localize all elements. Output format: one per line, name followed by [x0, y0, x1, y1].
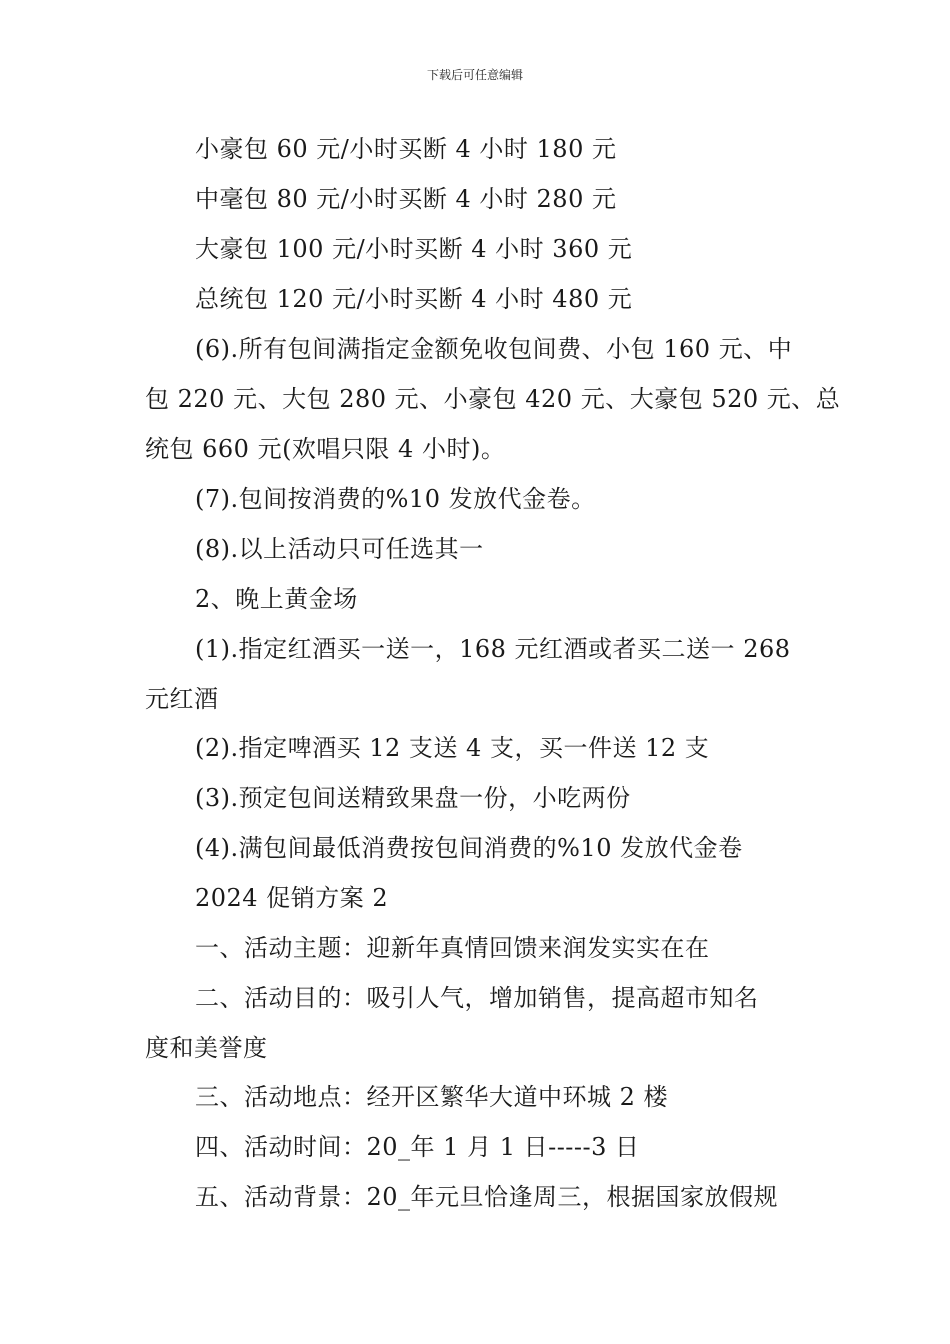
text-line: 总统包 120 元/小时买断 4 小时 480 元 [195, 285, 633, 313]
text-line: 一、活动主题：迎新年真情回馈来润发实实在在 [195, 934, 710, 962]
text-line: 五、活动背景：20_年元旦恰逢周三，根据国家放假规 [195, 1183, 779, 1211]
text-line: (8).以上活动只可任选其一 [195, 535, 484, 563]
section-heading: 2、晚上黄金场 [195, 585, 358, 613]
document-title: 2024 促销方案 2 [195, 884, 389, 912]
text-line: 二、活动目的：吸引人气，增加销售，提高超市知名 [195, 984, 759, 1012]
text-line: 三、活动地点：经开区繁华大道中环城 2 楼 [195, 1083, 669, 1111]
page-header-note: 下载后可任意编辑 [426, 68, 523, 82]
text-line: (2).指定啤酒买 12 支送 4 支，买一件送 12 支 [195, 734, 710, 762]
text-line: (3).预定包间送精致果盘一份，小吃两份 [195, 784, 631, 812]
text-line: (6).所有包间满指定金额免收包间费、小包 160 元、中 [195, 335, 793, 363]
text-line: 中毫包 80 元/小时买断 4 小时 280 元 [195, 185, 617, 213]
text-line: (4).满包间最低消费按包间消费的%10 发放代金卷 [195, 834, 743, 862]
text-line: (7).包间按消费的%10 发放代金卷。 [195, 485, 596, 513]
text-line: 度和美誉度 [145, 1034, 268, 1062]
text-line: 元红酒 [145, 685, 219, 713]
text-line: 统包 660 元(欢唱只限 4 小时)。 [145, 435, 506, 463]
text-line: 大豪包 100 元/小时买断 4 小时 360 元 [195, 235, 633, 263]
text-line: 小豪包 60 元/小时买断 4 小时 180 元 [195, 135, 617, 163]
text-line: 四、活动时间：20_年 1 月 1 日-----3 日 [195, 1133, 640, 1161]
text-line: 包 220 元、大包 280 元、小豪包 420 元、大豪包 520 元、总 [145, 385, 841, 413]
text-line: (1).指定红酒买一送一，168 元红酒或者买二送一 268 [195, 635, 791, 663]
